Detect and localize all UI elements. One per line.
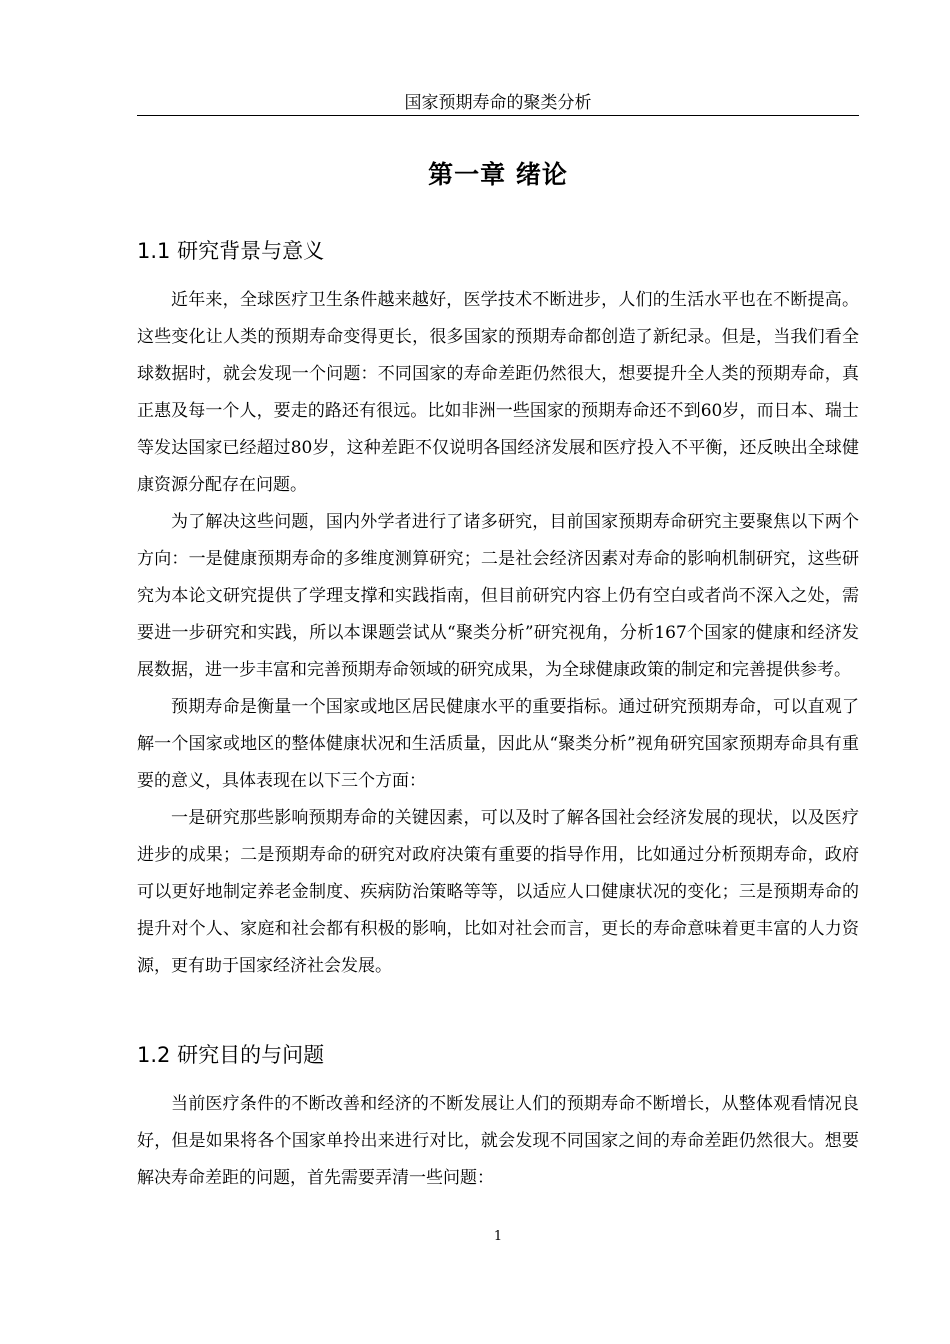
header-rule <box>137 115 859 116</box>
page-number: 1 <box>493 1229 503 1244</box>
section-1-1-body <box>137 282 859 985</box>
paragraph-background: 近年来，全球医疗卫生条件越来越好，医学技术不断进步，人们的生活水平也在不断提高。这些变化让人类的预期寿命变得更长，很多国家的预期寿命都创造了新纪录。但是，当我们看全球数据时，就会发现一个问题：不同国家的寿命差距仍然很大，想要提升全人类的预期寿命，真正惠及每一个人，要走的路还有很远。比如非洲一些国家的预期寿命还不到60岁，而日本、瑞士等发达国家已经超过80岁，这种差距不仅说明各国经济发展和医疗投入不平衡，还反映出全球健康资源分配存在问题。 <box>137 290 859 495</box>
section-heading-1-2: 1.2 研究目的与问题 <box>137 1043 325 1067</box>
section-heading-1-1: 1.1 研究背景与意义 <box>137 239 325 263</box>
chapter-title: 第一章 绪论 <box>428 160 568 189</box>
section-1-2-body <box>137 1086 859 1197</box>
paragraph-research-directions: 为了解决这些问题，国内外学者进行了诸多研究，目前国家预期寿命研究主要聚焦以下两个方向：一是健康预期寿命的多维度测算研究；二是社会经济因素对寿命的影响机制研究，这些研究为本论文研究提供了学理支撑和实践指南，但目前研究内容上仍有空白或者尚不深入之处，需要进一步研究和实践，所以本课题尝试从“聚类分析”研究视角，分析167个国家的健康和经济发展数据，进一步丰富和完善预期寿命领域的研究成果，为全球健康政策的制定和完善提供参考。 <box>137 512 859 680</box>
paragraph-significance-intro: 预期寿命是衡量一个国家或地区居民健康水平的重要指标。通过研究预期寿命，可以直观了解一个国家或地区的整体健康状况和生活质量，因此从“聚类分析”视角研究国家预期寿命具有重要的意义，具体表现在以下三个方面： <box>137 697 859 791</box>
paragraph-significance-points: 一是研究那些影响预期寿命的关键因素，可以及时了解各国社会经济发展的现状，以及医疗进步的成果；二是预期寿命的研究对政府决策有重要的指导作用，比如通过分析预期寿命，政府可以更好地制定养老金制度、疾病防治策略等等，以适应人口健康状况的变化；三是预期寿命的提升对个人、家庭和社会都有积极的影响，比如对社会而言，更长的寿命意味着更丰富的人力资源，更有助于国家经济社会发展。 <box>137 808 859 976</box>
running-header: 国家预期寿命的聚类分析 <box>404 93 592 113</box>
paragraph-research-purpose: 当前医疗条件的不断改善和经济的不断发展让人们的预期寿命不断增长，从整体观看情况良好，但是如果将各个国家单拎出来进行对比，就会发现不同国家之间的寿命差距仍然很大。想要解决寿命差距的问题，首先需要弄清一些问题： <box>137 1094 859 1188</box>
